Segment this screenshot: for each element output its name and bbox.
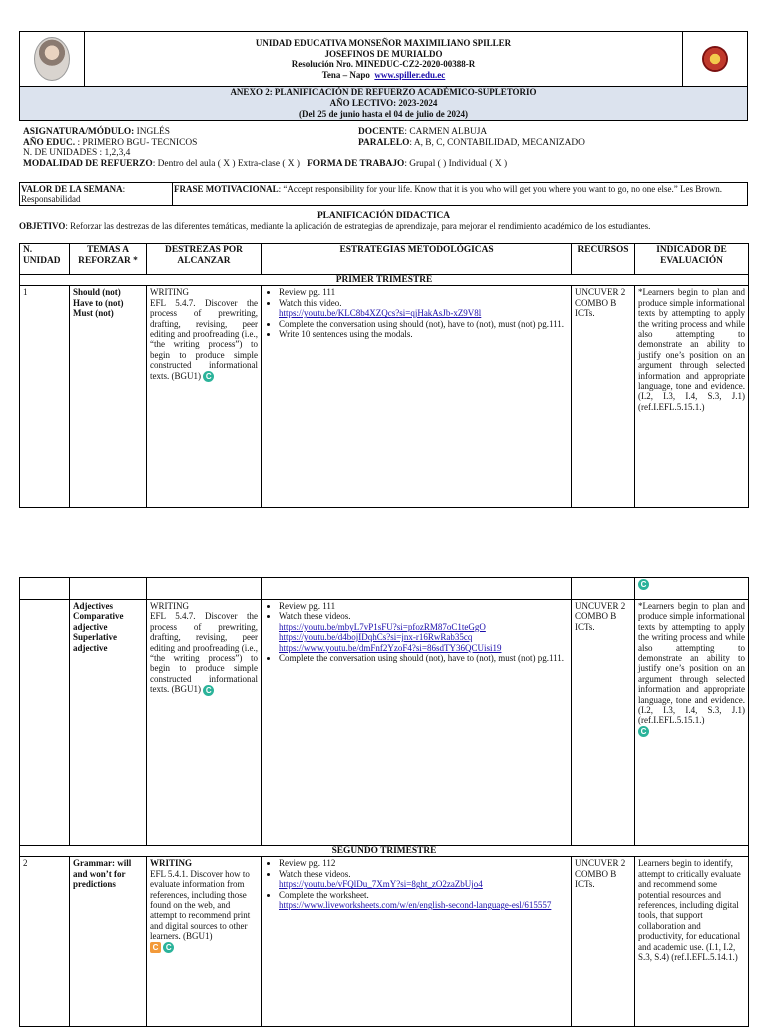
location: Tena – Napo — [321, 69, 370, 80]
list-item: • Review pg. 111 — [279, 601, 568, 611]
list-item: • Watch these videos. https://youtu.be/mbyL7vP1sFU?si=pfozRM87oC1teGgO https://youtu.be/d4bojIDqhCs?si=jnx-r16RwRab35cq https://www.youtu.be/dmFnf2YzoF4?si=86sdTY36QCUisi19 — [279, 611, 568, 653]
row-estrategias — [262, 857, 572, 1027]
video-link[interactable]: https://youtu.be/KLC8b4XZQcs?si=qjHakAsJb-xZ9V8l — [279, 308, 482, 319]
row-recursos: UNCUVER 2 COMBO B ICTs. — [572, 857, 635, 1027]
list-item: • Complete the worksheet. https://www.liveworksheets.com/w/en/english-second-language-esl/615557 — [279, 890, 568, 911]
row-recursos: UNCUVER 2 COMBO B ICTs. — [572, 286, 635, 508]
planning-table-1 — [19, 243, 749, 508]
row-estrategias — [262, 600, 572, 846]
row-estrategias — [262, 286, 572, 508]
video-link[interactable]: https://youtu.be/d4bojIDqhCs?si=jnx-r16RwRab35cq — [279, 632, 473, 643]
row-indicador: *Learners begin to plan and produce simple informational texts by attempting to apply the writing process and while also attempting to demonstrate an ability to justify one’s position on an argument through selected information and appropriate language, tone and evidence. (I.2, I.3, I.4, S.3, J.1) (ref.I.EFL.5.15.1.) C — [635, 600, 749, 846]
school-seal-logo — [702, 46, 728, 72]
list-item: • Review pg. 111 — [279, 287, 568, 297]
list-item: • Write 10 sentences using the modals. — [279, 329, 568, 339]
list-item: • Watch this video. https://youtu.be/KLC8b4XZQcs?si=qjHakAsJb-xZ9V8l — [279, 298, 568, 319]
row-unidad — [20, 600, 70, 846]
section-row — [20, 846, 749, 857]
frase-cell: FRASE MOTIVACIONAL: “Accept responsibility for your life. Know that it is you who will get you where you want to go, no one else.” Les Brown. — [173, 183, 748, 206]
portrait-logo-cell — [20, 32, 85, 87]
objetivo: OBJETIVO: Reforzar las destrezas de las diferentes temáticas, mediante la aplicación de estrategias de aprendizaje, para mejorar el rendimiento académico de los estudiantes. — [19, 221, 651, 231]
destreza-title: WRITING — [150, 287, 189, 298]
list-item: • Watch these videos. https://youtu.be/vFQlDu_7XmY?si=8ght_zO2zaZbUjo4 — [279, 869, 568, 890]
planning-table-2 — [19, 577, 749, 1027]
copy-icon[interactable]: C — [638, 579, 649, 590]
plan-title: PLANIFICACIÓN DIDACTICA — [316, 211, 451, 221]
valor-value: Responsabilidad — [21, 194, 81, 204]
video-link[interactable]: https://youtu.be/mbyL7vP1sFU?si=pfozRM87oC1teGgO — [279, 621, 486, 632]
destreza-title: WRITING — [150, 858, 193, 869]
unidades: N. DE UNIDADES : 1,2,3,4 — [23, 148, 131, 158]
docente: DOCENTE: CARMEN ALBUJA — [358, 127, 488, 137]
copy-icon[interactable]: C — [203, 685, 214, 696]
seal-logo-cell — [683, 32, 748, 87]
frase-author: Les Brown. — [680, 184, 723, 194]
row-destreza — [147, 286, 262, 508]
table-header-row — [20, 244, 749, 275]
copy-icon[interactable]: C — [203, 371, 214, 382]
col-unidad: N. UNIDAD — [20, 244, 70, 275]
ano-educ: AÑO EDUC. : PRIMERO BGU- TECNICOS — [23, 137, 198, 148]
document-header — [19, 31, 748, 121]
location-line — [85, 70, 682, 81]
worksheet-link[interactable]: https://www.liveworksheets.com/w/en/english-second-language-esl/615557 — [279, 900, 552, 911]
col-indicador: INDICADOR DE EVALUACIÓN — [635, 244, 749, 275]
row-destreza — [147, 857, 262, 1027]
row-unidad: 1 — [20, 286, 70, 508]
modalidad-line: MODALIDAD DE REFUERZO: Dentro del aula ( X ) Extra-clase ( X ) FORMA DE TRABAJO: Grupal ( ) Individual ( X ) — [23, 158, 508, 169]
copy-icon[interactable]: C — [163, 942, 174, 953]
col-temas: TEMAS A REFORZAR * — [70, 244, 147, 275]
section-row — [20, 275, 749, 286]
paralelo: PARALELO: A, B, C, CONTABILIDAD, MECANIZADO — [358, 137, 585, 148]
col-recursos: RECURSOS — [572, 244, 635, 275]
presentation-icon[interactable]: C — [150, 942, 161, 953]
video-link[interactable]: https://www.youtu.be/dmFnf2YzoF4?si=86sdTY36QCUisi19 — [279, 642, 502, 653]
section-second: SEGUNDO TRIMESTRE — [20, 846, 749, 857]
row-temas: Adjectives Comparative adjective Superlative adjective — [70, 600, 147, 846]
table-row — [20, 286, 749, 508]
portrait-logo — [34, 37, 70, 81]
school-titles — [85, 32, 683, 87]
annex-banner — [20, 87, 748, 121]
table-row — [20, 578, 749, 600]
destreza-text: EFL 5.4.7. Discover the process of prewriting, drafting, revising, peer editing and proofreading (i.e., “the writing process”) to begin to produce simple constructed informational texts. (BGU1) — [150, 611, 258, 695]
copy-icon[interactable]: C — [638, 726, 649, 737]
table-row — [20, 600, 749, 846]
destreza-text: EFL 5.4.7. Discover the process of prewriting, drafting, revising, peer editing and proofreading (i.e., “the writing process”) to begin to produce simple constructed informational texts. (BGU1) — [150, 297, 258, 381]
list-item: • Review pg. 112 — [279, 858, 568, 868]
valor-table — [19, 182, 748, 206]
resolution: Resolución Nro. MINEDUC-CZ2-2020-00388-R — [291, 59, 476, 69]
table-row — [20, 857, 749, 1027]
asignatura: ASIGNATURA/MÓDULO: INGLÉS — [23, 127, 170, 137]
school-subtitle: JOSEFINOS DE MURIALDO — [324, 48, 443, 59]
row-temas: Grammar: will and won’t for predictions — [70, 857, 147, 1027]
list-item: • Complete the conversation using should (not), have to (not), must (not) pg.111. — [279, 319, 568, 329]
list-item: • Complete the conversation using should (not), have to (not), must (not) pg.111. — [279, 653, 568, 663]
valor-cell: VALOR DE LA SEMANA: Responsabilidad — [20, 183, 173, 206]
col-estrategias: ESTRATEGIAS METODOLÓGICAS — [262, 244, 572, 275]
row-indicador: *Learners begin to plan and produce simple informational texts by attempting to apply the writing process and while also attempting to demonstrate an ability to justify one’s position on an argument through selected information and appropriate language, tone and evidence. (I.2, I.3, I.4, S.3, J.1) (ref.I.EFL.5.15.1.) — [635, 286, 749, 508]
section-first: PRIMER TRIMESTRE — [20, 275, 749, 286]
annex-title: ANEXO 2: PLANIFICACIÓN DE REFUERZO ACADÉMICO-SUPLETORIO — [230, 87, 537, 97]
school-name: UNIDAD EDUCATIVA MONSEÑOR MAXIMILIANO SPILLER — [255, 38, 512, 48]
course-info — [23, 127, 748, 169]
school-website-link[interactable]: www.spiller.edu.ec — [374, 69, 446, 80]
school-year: AÑO LECTIVO: 2023-2024 — [329, 98, 438, 108]
row-indicador: Learners begin to identify, attempt to critically evaluate and recommend some potential resources and references, including digital tools, that support collaboration and productivity, for educational and academic use. (I.1, I.2, S.3, S.4) (ref.I.EFL.5.14.1.) — [635, 857, 749, 1027]
destreza-text: EFL 5.4.1. Discover how to evaluate information from references, including those found on the web, and attempt to recommend print and digital sources to other learners. (BGU1) — [150, 868, 251, 942]
row-unidad: 2 — [20, 857, 70, 1027]
destreza-title: WRITING — [150, 601, 189, 611]
date-range: (Del 25 de junio hasta el 04 de julio de 2024) — [298, 109, 468, 119]
row-recursos: UNCUVER 2 COMBO B ICTs. — [572, 600, 635, 846]
row-destreza — [147, 600, 262, 846]
row-temas: Should (not) Have to (not) Must (not) — [70, 286, 147, 508]
video-link[interactable]: https://youtu.be/vFQlDu_7XmY?si=8ght_zO2zaZbUjo4 — [279, 879, 483, 890]
col-destrezas: DESTREZAS POR ALCANZAR — [147, 244, 262, 275]
